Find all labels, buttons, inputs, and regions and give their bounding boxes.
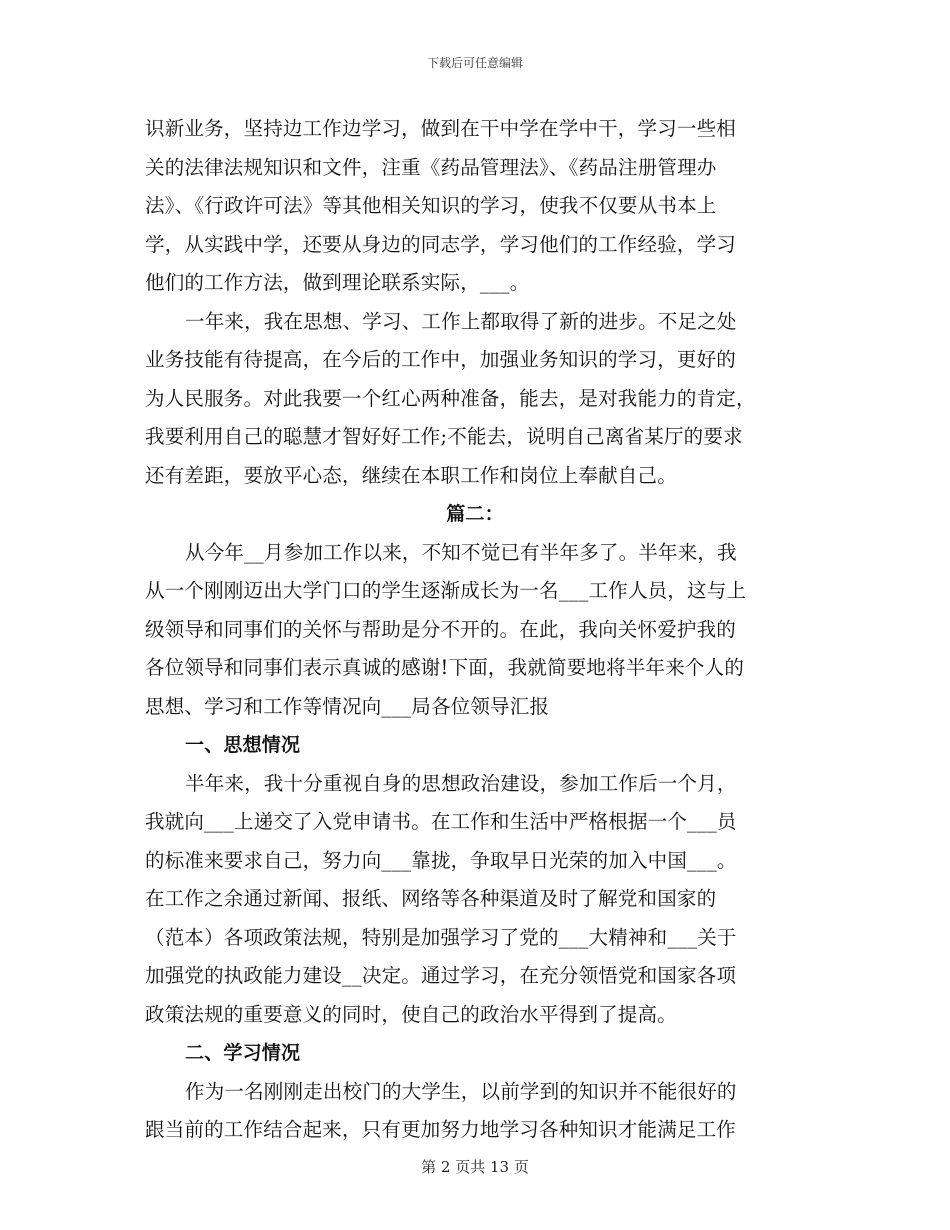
section-title: 篇二： [446, 503, 504, 525]
body-line: 加强党的执政能力建设__决定。通过学习，在充分领悟党和国家各项 [145, 964, 737, 987]
body-line: 业务技能有待提高，在今后的工作中，加强业务知识的学习，更好的 [145, 348, 737, 371]
body-line: 各位领导和同事们表示真诚的感谢!下面，我就简要地将半年来个人的 [145, 656, 745, 679]
body-line: 识新业务，坚持边工作边学习，做到在干中学在学中干，学习一些相 [145, 117, 737, 140]
document-body [145, 110, 805, 1150]
body-line: 学，从实践中学，还要从身边的同志学，学习他们的工作经验，学习 [145, 232, 737, 256]
paragraph-start-line: 从今年__月参加工作以来，不知不觉已有半年多了。半年来，我 [185, 540, 737, 564]
body-line: 法》、《行政许可法》等其他相关知识的学习，使我不仅要从书本上 [145, 194, 717, 217]
body-line: （范本）各项政策法规，特别是加强学习了党的___大精神和___关于 [145, 925, 737, 949]
paragraph-start-line: 作为一名刚刚走出校门的大学生，以前学到的知识并不能很好的 [185, 1079, 737, 1103]
body-line: 为人民服务。对此我要一个红心两种准备，能去，是对我能力的肯定， [145, 386, 756, 410]
body-line: 跟当前的工作结合起来，只有更加努力地学习各种知识才能满足工作 [145, 1118, 737, 1141]
body-line: 我要利用自己的聪慧才智好好工作;不能去，说明自己离省某厅的要求 [145, 425, 743, 448]
body-line: 关的法律法规知识和文件，注重《药品管理法》、《药品注册管理办 [145, 155, 717, 179]
body-line: 思想、学习和工作等情况向___局各位领导汇报 [145, 694, 550, 718]
body-line: 的标准来要求自己，努力向___靠拢，争取早日光荣的加入中国___。 [145, 848, 737, 872]
body-line: 他们的工作方法，做到理论联系实际，___。 [145, 271, 530, 294]
body-line: 我就向___上递交了入党申请书。在工作和生活中严格根据一个___员 [145, 810, 737, 833]
body-line: 从一个刚刚迈出大学门口的学生逐渐成长为一名___工作人员，这与上 [145, 579, 747, 602]
body-line: 级领导和同事们的关怀与帮助是分不开的。在此，我向关怀爱护我的 [145, 617, 737, 641]
subsection-heading: 二、学习情况 [185, 1042, 301, 1064]
paragraph-start-line: 一年来，我在思想、学习、工作上都取得了新的进步。不足之处 [185, 309, 737, 333]
body-line: 在工作之余通过新闻、报纸、网络等各种渠道及时了解党和国家的 [145, 887, 717, 910]
paragraph-start-line: 半年来，我十分重视自身的思想政治建设，参加工作后一个月， [185, 771, 737, 795]
page-header-note: 下载后可任意编辑 [426, 56, 523, 70]
page-number-footer: 第 2 页共 13 页 [421, 1158, 529, 1176]
subsection-heading: 一、思想情况 [185, 734, 301, 756]
body-line: 政策法规的重要意义的同时，使自己的政治水平得到了提高。 [145, 1002, 677, 1026]
body-line: 还有差距，要放平心态，继续在本职工作和岗位上奉献自己。 [145, 463, 677, 487]
